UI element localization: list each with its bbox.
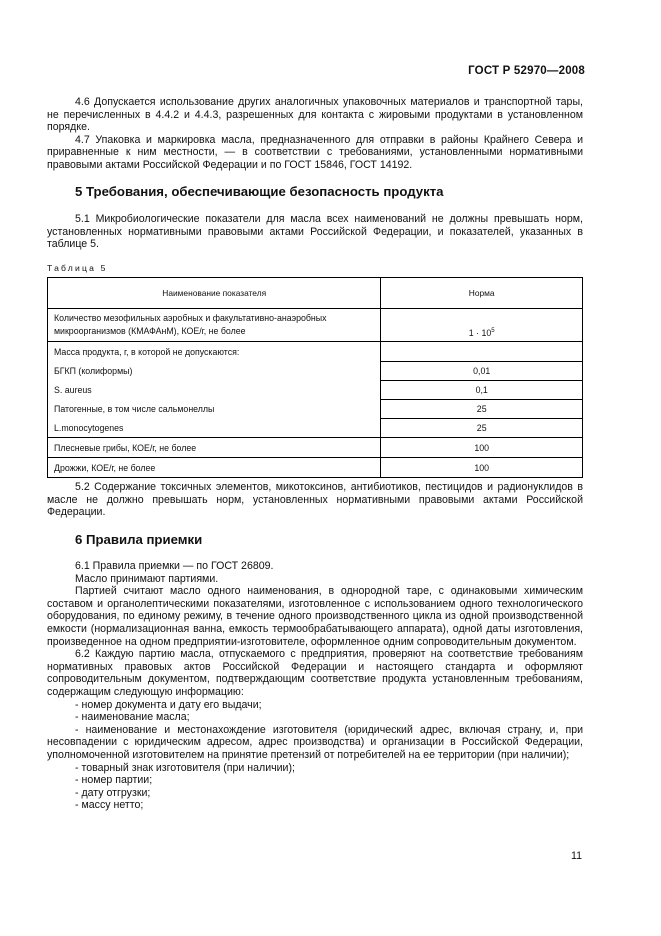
paragraph-5-2: 5.2 Содержание токсичных элементов, микотоксинов, антибиотиков, пестицидов и радионуклидов в масле не должно превышать норм, установленных нормативными правовыми актами Российской Федерации. xyxy=(47,481,583,519)
table-row xyxy=(48,399,583,418)
paragraph-lot-definition: Партией считают масло одного наименования, в однородной таре, с одинаковыми химическим составом и органолептическими показателями, изготовленное с использованием одного технологического оборудования, по единому режиму, в течение одного производственного цикла из одной производственной емкости (нормализационная ванна, емкость термообрабатывающего аппарата), одной даты изготовления, произведенное на одном предприятии-изготовителе, оформленное одним сопроводительным документом. xyxy=(47,585,583,648)
paragraph-4-6: 4.6 Допускается использование других аналогичных упаковочных материалов и транспортной тары, не перечисленных в 4.4.2 и 4.4.3, разрешенных для контакта с жировыми продуктами в установленном порядке. xyxy=(47,96,583,134)
section-5-footer xyxy=(47,481,583,519)
row-name-bgkp: БГКП (колиформы) xyxy=(48,361,381,380)
yeast-value: 100 xyxy=(381,458,583,478)
paragraph-lots: Масло принимают партиями. xyxy=(75,572,219,585)
mold-value: 100 xyxy=(381,438,583,458)
kmafanm-name: Количество мезофильных аэробных и факультативно-анаэробных микроорганизмов (КМАФАнМ), КОЕ/г, не более xyxy=(48,309,381,342)
list-item: - дату отгрузки; xyxy=(75,786,151,799)
table-row-mold xyxy=(48,438,583,458)
row-name-saureus: S. aureus xyxy=(48,380,381,399)
section-6-title: 6 Правила приемки xyxy=(75,532,203,547)
list-item: - наименование и местонахождение изготовителя (юридический адрес, включая страну, и, при несовпадении с юридическим адресом, адрес производства) и организации в Российской Федерации, уполномоченной изготовителем на принятие претензий от потребителей на ее территории (при наличии); xyxy=(47,723,583,761)
table-row xyxy=(48,418,583,438)
table-5 xyxy=(47,277,583,478)
row-value-listeria: 25 xyxy=(381,418,583,438)
document-header: ГОСТ Р 52970—2008 xyxy=(468,65,585,77)
paragraph-6-1: 6.1 Правила приемки — по ГОСТ 26809. xyxy=(75,560,274,572)
list-item: - номер партии; xyxy=(75,774,153,787)
kmafanm-value xyxy=(381,309,583,342)
row-name-pathogens: Патогенные, в том числе сальмонеллы xyxy=(48,399,381,418)
row-value-pathogens: 25 xyxy=(381,399,583,418)
row-value-bgkp: 0,01 xyxy=(381,361,583,380)
mold-name: Плесневые грибы, КОЕ/г, не более xyxy=(48,438,381,458)
paragraph-4-7: 4.7 Упаковка и маркировка масла, предназначенного для отправки в районы Крайнего Севера и приравненные к ним местности, — в соответствии с требованиями, установленными нормативными правовыми актами Российской Федерации и по ГОСТ 15846, ГОСТ 14192. xyxy=(47,133,583,171)
table-row xyxy=(48,361,583,380)
page-number: 11 xyxy=(571,850,582,862)
table-5-caption: Таблица 5 xyxy=(47,263,108,273)
table-row-mass-heading xyxy=(48,342,583,362)
paragraph-5-1: 5.1 Микробиологические показатели для масла всех наименований не должны превышать норм, установленных нормативными правовыми актами Российской Федерации, и показателей, указанных в таблице 5. xyxy=(47,213,583,251)
yeast-name: Дрожжи, КОЕ/г, не более xyxy=(48,458,381,478)
section-4-tail xyxy=(47,96,583,172)
list-item: - номер документа и дату его выдачи; xyxy=(75,698,262,711)
row-name-listeria: L.monocytogenes xyxy=(48,418,381,438)
section-5-intro xyxy=(47,213,583,251)
list-item: - массу нетто; xyxy=(75,799,144,812)
mass-heading-value xyxy=(381,342,583,362)
row-value-saureus: 0,1 xyxy=(381,380,583,399)
list-item: - товарный знак изготовителя (при наличии); xyxy=(75,761,295,774)
list-item: - наименование масла; xyxy=(75,711,190,724)
column-header-norm: Норма xyxy=(381,278,583,309)
kmafanm-exponent: 5 xyxy=(491,328,495,334)
paragraph-6-2: 6.2 Каждую партию масла, отпускаемого с предприятия, проверяют на соответствие требованиям нормативных правовых актов Российской Федерации и настоящего стандарта и оформляют сопроводительным документом, подтверждающим соответствие продукта установленным требованиям, содержащим следующую информацию: xyxy=(47,648,583,698)
section-5-title: 5 Требования, обеспечивающие безопасность продукта xyxy=(75,184,444,199)
kmafanm-mantissa: 1 · 10 xyxy=(468,328,492,338)
section-6-body xyxy=(47,560,583,812)
table-row xyxy=(48,380,583,399)
mass-heading: Масса продукта, г, в которой не допускаются: xyxy=(48,342,381,362)
table-row-yeast xyxy=(48,458,583,478)
column-header-name: Наименование показателя xyxy=(48,278,381,309)
table-header-row xyxy=(48,278,583,309)
table-row-kmafanm xyxy=(48,309,583,342)
